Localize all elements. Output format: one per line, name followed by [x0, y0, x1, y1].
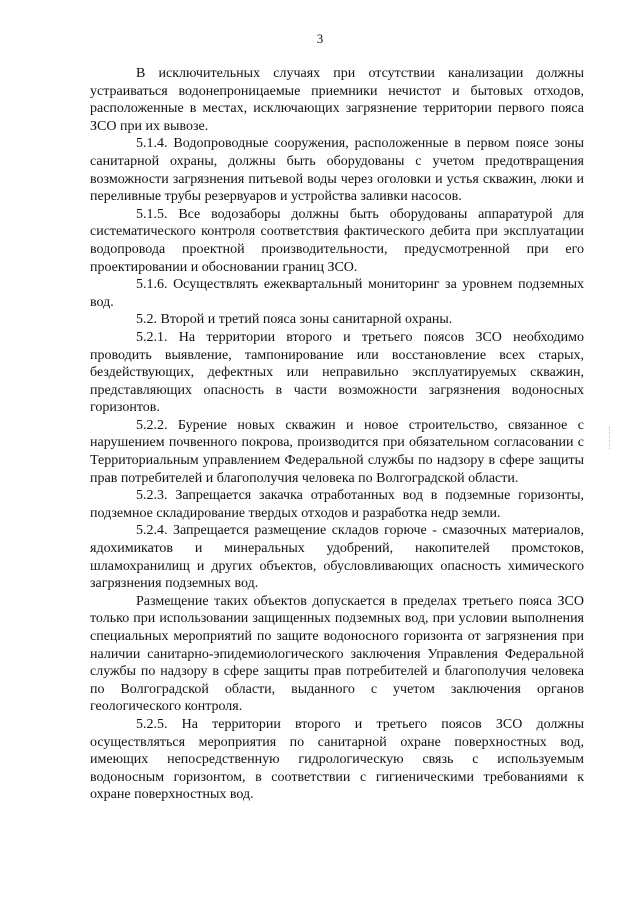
paragraph-5-2-5: 5.2.5. На территории второго и третьего поясов ЗСО должны осуществляться мероприятия по санитарной охране поверхностных вод, имеющих непосредственную гидрологическую связь с используемым водоносным горизонтом, в соответствии с гигиеническими требованиями к охране поверхностных вод. [90, 716, 584, 803]
paragraph-5-2-2: 5.2.2. Бурение новых скважин и новое строительство, связанное с нарушением почвенного покрова, производится при обязательном согласовании с Территориальным управлением Федеральной службы по надзору в сфере защиты прав потребителей и благополучия человека по Волгоградской области. [90, 417, 584, 486]
paragraph-5-2-3: 5.2.3. Запрещается закачка отработанных вод в подземные горизонты, подземное складирование твердых отходов и разработка недр земли. [90, 488, 584, 521]
document-body [90, 65, 584, 804]
paragraph-5-2-1: 5.2.1. На территории второго и третьего поясов ЗСО необходимо проводить выявление, тампонирование или восстановление всех старых, бездействующих, дефектных или неправильно эксплуатируемых скважин, представляющих опасность в части возможности загрязнения водоносных горизонтов. [90, 329, 584, 416]
paragraph-placement: Размещение таких объектов допускается в пределах третьего пояса ЗСО только при использовании защищенных подземных вод, при условии выполнения специальных мероприятий по защите водоносного горизонта от загрязнения при наличии санитарно-эпидемиологического заключения Управления Федеральной службы по надзору в сфере защиты прав потребителей и благополучия человека по Волгоградской области, выданного с учетом заключения органов геологического контроля. [90, 593, 584, 715]
paragraph-5-1-5: 5.1.5. Все водозаборы должны быть оборудованы аппаратурой для систематического контроля соответствия фактического дебита при эксплуатации водопровода проектной производительности, предусмотренной при его проектировании и обосновании границ ЗСО. [90, 206, 584, 275]
paragraph-5-1-4: 5.1.4. Водопроводные сооружения, расположенные в первом поясе зоны санитарной охраны, должны быть оборудованы с учетом предотвращения возможности загрязнения питьевой воды через оголовки и устья скважин, люки и переливные трубы резервуаров и устройства заливки насосов. [90, 136, 584, 205]
paragraph-intro: В исключительных случаях при отсутствии канализации должны устраиваться водонепроницаемые приемники нечистот и бытовых отходов, расположенные в местах, исключающих загрязнение территории первого пояса ЗСО при их вывозе. [90, 66, 584, 134]
paragraph-5-1-6: 5.1.6. Осуществлять ежеквартальный мониторинг за уровнем подземных вод. [90, 277, 584, 310]
page-number: 3 [316, 31, 324, 46]
section-heading-5-2: 5.2. Второй и третий пояса зоны санитарной охраны. [136, 312, 453, 328]
scan-artifact [609, 427, 610, 449]
paragraph-5-2-4: 5.2.4. Запрещается размещение складов горюче - смазочных материалов, ядохимикатов и минеральных удобрений, накопителей промстоков, шламохранилищ и других объектов, обусловливающих опасность химического загрязнения подземных вод. [90, 523, 584, 592]
